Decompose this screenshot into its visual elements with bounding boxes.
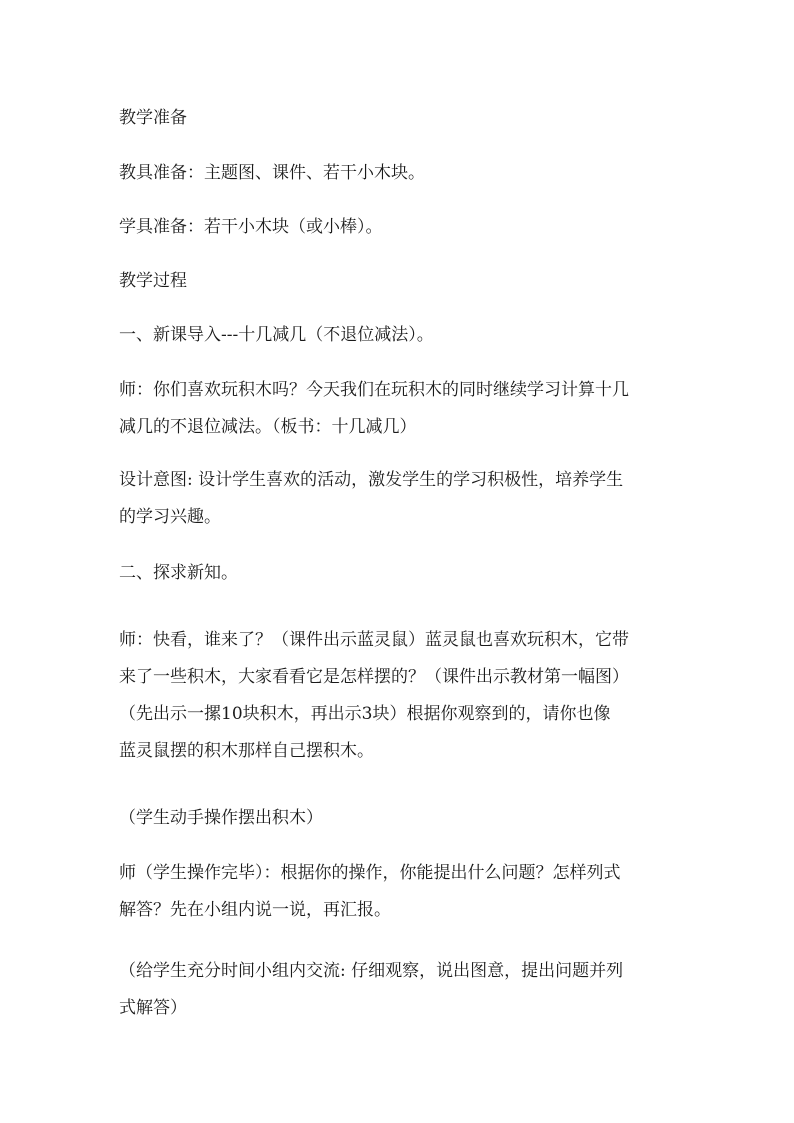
section-heading-introduction [119, 317, 679, 354]
text-line: 师（学生操作完毕）：根据你的操作，你能提出什么问题？怎样列式 [119, 863, 621, 883]
text-line: 设计意图: 设计学生喜欢的活动，激发学生的学习积极性，培养学生 [119, 470, 624, 490]
heading-teaching-preparation [119, 100, 679, 137]
text-line: （学生动手操作摆出积木） [119, 808, 323, 828]
paragraph-teacher-question [119, 855, 679, 929]
section-heading-explore [119, 555, 679, 592]
text-line: 教具准备：主题图、课件、若干小木块。 [119, 163, 425, 183]
text-line: 式解答） [119, 998, 187, 1018]
paragraph-teaching-aids [119, 155, 679, 192]
text-line: 教学准备 [119, 108, 187, 128]
paragraph-design-intent [119, 462, 679, 536]
paragraph-student-aids [119, 209, 679, 246]
text-line: 二、探求新知。 [119, 563, 238, 583]
text-line: （先出示一摞10块积木，再出示3块）根据你观察到的，请你也像 [119, 704, 611, 724]
paragraph-group-discussion [119, 953, 679, 1027]
text-line: 的学习兴趣。 [119, 507, 221, 527]
text-line: 一、新课导入---十几减几（不退位减法）。 [119, 325, 434, 345]
heading-teaching-process [119, 263, 679, 300]
text-line: 解答？先在小组内说一说，再汇报。 [119, 900, 391, 920]
text-line: 师：你们喜欢玩积木吗？今天我们在玩积木的同时继续学习计算十几 [119, 380, 629, 400]
text-line: 减几的不退位减法。（板书：十几减几） [119, 417, 417, 437]
text-line: 来了一些积木，大家看看它是怎样摆的？（课件出示教材第一幅图） [119, 667, 629, 687]
paragraph-teacher-look [119, 622, 679, 770]
text-line: 蓝灵鼠摆的积木那样自己摆积木。 [119, 741, 374, 761]
paragraph-student-operation [119, 800, 679, 837]
text-line: 学具准备：若干小木块（或小棒）。 [119, 217, 383, 237]
text-line: （给学生充分时间小组内交流: 仔细观察，说出图意，提出问题并列 [119, 961, 624, 981]
text-line: 师：快看，谁来了？（课件出示蓝灵鼠）蓝灵鼠也喜欢玩积木，它带 [119, 630, 629, 650]
paragraph-teacher-intro [119, 372, 679, 446]
text-line: 教学过程 [119, 271, 187, 291]
